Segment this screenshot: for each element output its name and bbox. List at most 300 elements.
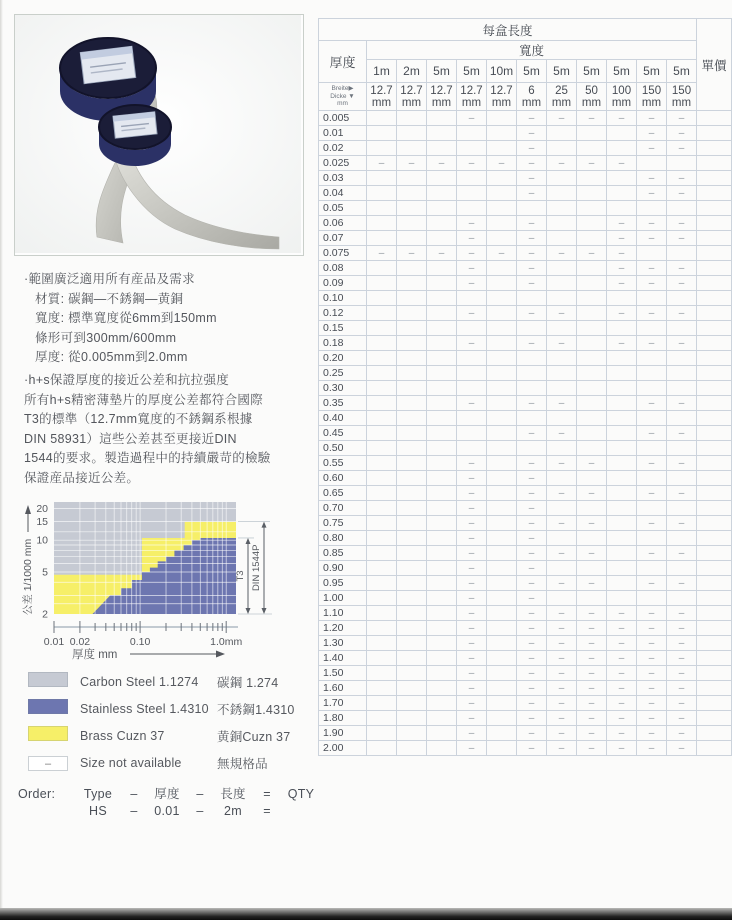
availability-cell xyxy=(517,381,547,396)
availability-cell xyxy=(427,381,457,396)
availability-cell xyxy=(667,561,697,576)
availability-cell xyxy=(637,156,667,171)
availability-cell xyxy=(607,396,637,411)
availability-cell: – xyxy=(577,546,607,561)
availability-cell xyxy=(397,696,427,711)
availability-cell xyxy=(367,201,397,216)
width-header-cell xyxy=(367,83,397,111)
thickness-cell: 0.35 xyxy=(319,396,367,411)
availability-cell xyxy=(367,441,397,456)
availability-cell xyxy=(637,591,667,606)
price-cell xyxy=(697,681,732,696)
price-cell xyxy=(697,291,732,306)
availability-cell xyxy=(547,471,577,486)
availability-cell: – xyxy=(517,576,547,591)
table-head xyxy=(319,19,732,111)
table-row xyxy=(319,666,732,681)
availability-cell: – xyxy=(547,456,577,471)
width-unit: mm xyxy=(431,96,452,109)
availability-cell xyxy=(487,216,517,231)
availability-cell: – xyxy=(667,186,697,201)
availability-cell: – xyxy=(667,636,697,651)
availability-cell: – xyxy=(637,306,667,321)
thickness-cell: 0.20 xyxy=(319,351,367,366)
availability-cell: – xyxy=(457,261,487,276)
availability-cell: – xyxy=(637,651,667,666)
availability-cell xyxy=(637,531,667,546)
availability-cell: – xyxy=(517,531,547,546)
availability-cell xyxy=(487,306,517,321)
availability-cell xyxy=(367,366,397,381)
availability-cell xyxy=(547,366,577,381)
availability-cell: – xyxy=(667,741,697,756)
availability-cell: – xyxy=(457,726,487,741)
tolerance-line: 保證産品接近公差。 xyxy=(24,470,140,485)
availability-cell: – xyxy=(637,456,667,471)
availability-cell xyxy=(487,471,517,486)
availability-cell: – xyxy=(547,606,577,621)
width-value: 12.7 xyxy=(490,84,513,97)
thickness-cell: 1.60 xyxy=(319,681,367,696)
price-cell xyxy=(697,696,732,711)
table-row xyxy=(319,606,732,621)
table-row xyxy=(319,636,732,651)
availability-cell xyxy=(577,591,607,606)
bullet: · xyxy=(24,373,29,387)
availability-cell xyxy=(607,486,637,501)
availability-cell xyxy=(367,336,397,351)
availability-cell xyxy=(367,396,397,411)
width-unit: mm xyxy=(581,96,602,109)
availability-cell: – xyxy=(577,156,607,171)
availability-cell: – xyxy=(637,486,667,501)
availability-cell xyxy=(667,591,697,606)
intro-line: 條形可到300mm/600mm xyxy=(35,330,177,345)
availability-cell xyxy=(397,306,427,321)
availability-cell xyxy=(577,396,607,411)
length-header-cell: 10m xyxy=(487,60,517,83)
availability-cell xyxy=(457,426,487,441)
availability-cell: – xyxy=(637,726,667,741)
availability-cell: – xyxy=(607,666,637,681)
availability-cell xyxy=(427,546,457,561)
availability-cell xyxy=(607,561,637,576)
availability-cell xyxy=(487,741,517,756)
order-row2-cell xyxy=(279,803,323,820)
thickness-cell: 0.90 xyxy=(319,561,367,576)
availability-cell xyxy=(577,231,607,246)
availability-cell: – xyxy=(517,171,547,186)
availability-cell xyxy=(607,441,637,456)
availability-cell xyxy=(397,186,427,201)
width-unit: mm xyxy=(611,96,632,109)
price-cell xyxy=(697,246,732,261)
thickness-cell: 1.90 xyxy=(319,726,367,741)
order-row2-cell: HS xyxy=(89,804,107,818)
availability-cell: – xyxy=(607,606,637,621)
availability-cell: – xyxy=(577,666,607,681)
availability-cell: – xyxy=(547,156,577,171)
table-row xyxy=(319,381,732,396)
availability-cell: – xyxy=(577,486,607,501)
table-row xyxy=(319,186,732,201)
availability-cell xyxy=(607,351,637,366)
availability-cell xyxy=(547,351,577,366)
availability-cell: – xyxy=(667,126,697,141)
availability-cell xyxy=(547,321,577,336)
legend-label-zh: 黄銅Cuzn 37 xyxy=(217,729,291,744)
order-row2-cell: – xyxy=(130,804,138,818)
size-availability-table-wrap xyxy=(318,18,732,756)
price-cell xyxy=(697,111,732,126)
length-header-cell: 1m xyxy=(367,60,397,83)
availability-cell xyxy=(427,351,457,366)
availability-cell xyxy=(427,711,457,726)
availability-cell: – xyxy=(517,636,547,651)
availability-cell: – xyxy=(517,726,547,741)
availability-cell xyxy=(427,516,457,531)
availability-cell: – xyxy=(637,516,667,531)
availability-cell xyxy=(487,561,517,576)
availability-cell: – xyxy=(517,516,547,531)
availability-cell: – xyxy=(547,666,577,681)
availability-cell xyxy=(367,636,397,651)
length-header-cell: 5m xyxy=(607,60,637,83)
order-row2-cell: – xyxy=(196,804,204,818)
thickness-cell: 0.70 xyxy=(319,501,367,516)
availability-cell xyxy=(367,591,397,606)
availability-cell xyxy=(487,411,517,426)
availability-cell: – xyxy=(517,501,547,516)
thickness-cell: 0.55 xyxy=(319,456,367,471)
availability-cell: – xyxy=(577,711,607,726)
availability-cell xyxy=(547,501,577,516)
availability-cell: – xyxy=(667,261,697,276)
availability-cell: – xyxy=(547,711,577,726)
availability-cell xyxy=(547,441,577,456)
availability-cell: – xyxy=(637,111,667,126)
availability-cell xyxy=(397,501,427,516)
availability-cell: – xyxy=(487,156,517,171)
availability-cell xyxy=(487,351,517,366)
availability-cell: – xyxy=(517,426,547,441)
availability-cell xyxy=(577,216,607,231)
availability-cell xyxy=(577,276,607,291)
availability-cell xyxy=(487,531,517,546)
availability-cell: – xyxy=(637,741,667,756)
availability-cell xyxy=(607,591,637,606)
thickness-cell: 0.40 xyxy=(319,411,367,426)
availability-cell: – xyxy=(607,726,637,741)
availability-cell xyxy=(397,111,427,126)
table-row xyxy=(319,711,732,726)
availability-cell xyxy=(547,531,577,546)
price-cell xyxy=(697,561,732,576)
availability-cell xyxy=(367,126,397,141)
availability-cell xyxy=(487,426,517,441)
availability-cell: – xyxy=(577,516,607,531)
availability-cell: – xyxy=(667,651,697,666)
availability-cell xyxy=(397,126,427,141)
table-row xyxy=(319,156,732,171)
availability-cell xyxy=(487,126,517,141)
tolerance-chart xyxy=(14,494,304,666)
availability-cell: – xyxy=(517,561,547,576)
availability-cell: – xyxy=(547,741,577,756)
availability-cell xyxy=(667,351,697,366)
availability-cell: – xyxy=(667,426,697,441)
availability-cell xyxy=(547,231,577,246)
availability-cell xyxy=(637,321,667,336)
availability-cell xyxy=(607,321,637,336)
availability-cell xyxy=(367,216,397,231)
availability-cell xyxy=(397,666,427,681)
thickness-cell: 0.025 xyxy=(319,156,367,171)
thickness-cell: 0.25 xyxy=(319,366,367,381)
availability-cell: – xyxy=(517,741,547,756)
availability-cell: – xyxy=(577,111,607,126)
table-row xyxy=(319,351,732,366)
availability-cell xyxy=(577,141,607,156)
availability-cell: – xyxy=(367,156,397,171)
availability-cell xyxy=(367,516,397,531)
availability-cell: – xyxy=(637,336,667,351)
width-value: 100 xyxy=(611,84,632,97)
availability-cell xyxy=(367,426,397,441)
width-header-cell xyxy=(517,83,547,111)
availability-cell xyxy=(367,531,397,546)
order-prefix: Order: xyxy=(18,787,56,801)
width-unit: mm xyxy=(641,96,662,109)
table-row xyxy=(319,276,732,291)
availability-cell xyxy=(607,546,637,561)
availability-cell: – xyxy=(607,111,637,126)
width-value: 12.7 xyxy=(370,84,393,97)
availability-cell xyxy=(667,246,697,261)
availability-cell: – xyxy=(427,246,457,261)
availability-cell: – xyxy=(457,306,487,321)
availability-cell xyxy=(367,501,397,516)
availability-cell: – xyxy=(667,171,697,186)
availability-cell xyxy=(487,606,517,621)
table-row xyxy=(319,726,732,741)
width-unit: mm xyxy=(551,96,572,109)
availability-cell xyxy=(397,261,427,276)
availability-cell xyxy=(487,576,517,591)
availability-cell: – xyxy=(517,681,547,696)
thickness-cell: 0.15 xyxy=(319,321,367,336)
availability-cell xyxy=(487,201,517,216)
price-cell xyxy=(697,156,732,171)
order-grid xyxy=(18,786,323,820)
availability-cell xyxy=(367,381,397,396)
price-cell xyxy=(697,381,732,396)
thickness-cell: 1.20 xyxy=(319,621,367,636)
availability-cell xyxy=(637,351,667,366)
availability-cell xyxy=(397,381,427,396)
price-cell xyxy=(697,441,732,456)
availability-cell xyxy=(487,291,517,306)
availability-cell xyxy=(427,261,457,276)
thickness-cell: 0.07 xyxy=(319,231,367,246)
availability-cell xyxy=(367,696,397,711)
availability-cell xyxy=(427,576,457,591)
availability-cell xyxy=(427,291,457,306)
unit-price-header: 單價 xyxy=(697,19,732,111)
availability-cell xyxy=(457,366,487,381)
price-cell xyxy=(697,411,732,426)
scan-left-edge xyxy=(0,0,3,920)
tolerance-paragraph xyxy=(24,371,320,488)
availability-cell: – xyxy=(517,621,547,636)
availability-cell xyxy=(637,411,667,426)
legend-label-zh: 碳鋼 1.274 xyxy=(217,675,279,690)
availability-cell xyxy=(547,411,577,426)
length-header-cell: 5m xyxy=(577,60,607,83)
price-cell xyxy=(697,171,732,186)
availability-cell xyxy=(637,501,667,516)
table-row xyxy=(319,426,732,441)
legend-swatch xyxy=(28,699,68,714)
availability-cell xyxy=(487,336,517,351)
availability-cell: – xyxy=(667,111,697,126)
price-cell xyxy=(697,216,732,231)
availability-cell xyxy=(667,156,697,171)
availability-cell: – xyxy=(517,546,547,561)
price-cell xyxy=(697,321,732,336)
tolerance-line: DIN 58931）這些公差甚至更接近DIN xyxy=(24,431,237,446)
table-title-box-length: 每盒長度 xyxy=(319,19,697,41)
length-header-cell: 5m xyxy=(637,60,667,83)
availability-cell: – xyxy=(547,111,577,126)
availability-cell xyxy=(367,726,397,741)
price-cell xyxy=(697,726,732,741)
thickness-cell: 0.03 xyxy=(319,171,367,186)
availability-cell: – xyxy=(667,711,697,726)
thickness-cell: 0.75 xyxy=(319,516,367,531)
price-cell xyxy=(697,276,732,291)
availability-cell xyxy=(397,141,427,156)
availability-cell: – xyxy=(637,171,667,186)
availability-cell xyxy=(487,501,517,516)
availability-cell: – xyxy=(517,156,547,171)
availability-cell xyxy=(517,291,547,306)
width-unit: mm xyxy=(491,96,512,109)
availability-cell xyxy=(427,231,457,246)
table-row xyxy=(319,441,732,456)
legend-row xyxy=(28,722,318,749)
availability-cell: – xyxy=(577,576,607,591)
availability-cell xyxy=(607,501,637,516)
availability-cell: – xyxy=(607,696,637,711)
availability-cell: – xyxy=(667,336,697,351)
table-row xyxy=(319,396,732,411)
thickness-cell: 0.04 xyxy=(319,186,367,201)
availability-cell: – xyxy=(607,276,637,291)
thickness-cell: 0.005 xyxy=(319,111,367,126)
thickness-cell: 0.10 xyxy=(319,291,367,306)
bullet: · xyxy=(24,272,29,286)
availability-cell xyxy=(577,426,607,441)
availability-cell xyxy=(667,441,697,456)
table-row xyxy=(319,681,732,696)
availability-cell xyxy=(427,741,457,756)
availability-cell xyxy=(397,531,427,546)
availability-cell xyxy=(367,561,397,576)
availability-cell: – xyxy=(547,546,577,561)
availability-cell xyxy=(487,381,517,396)
availability-cell xyxy=(397,606,427,621)
availability-cell xyxy=(457,171,487,186)
availability-cell: – xyxy=(457,531,487,546)
availability-cell xyxy=(487,366,517,381)
order-row1-cell: = xyxy=(263,787,271,801)
thickness-cell: 1.80 xyxy=(319,711,367,726)
availability-cell xyxy=(607,201,637,216)
legend-swatch: – xyxy=(28,756,68,771)
availability-cell xyxy=(667,321,697,336)
availability-cell xyxy=(607,186,637,201)
thickness-cell: 0.02 xyxy=(319,141,367,156)
availability-cell xyxy=(637,561,667,576)
thickness-cell: 0.45 xyxy=(319,426,367,441)
availability-cell xyxy=(397,621,427,636)
availability-cell: – xyxy=(577,726,607,741)
width-value: 150 xyxy=(641,84,662,97)
availability-cell xyxy=(457,186,487,201)
availability-cell xyxy=(427,621,457,636)
availability-cell xyxy=(547,291,577,306)
availability-cell xyxy=(397,741,427,756)
availability-cell xyxy=(397,336,427,351)
availability-cell: – xyxy=(517,111,547,126)
availability-cell: – xyxy=(547,306,577,321)
availability-cell: – xyxy=(607,216,637,231)
availability-cell: – xyxy=(547,696,577,711)
availability-cell: – xyxy=(547,621,577,636)
availability-cell xyxy=(607,456,637,471)
availability-cell: – xyxy=(457,246,487,261)
availability-cell xyxy=(397,321,427,336)
legend-swatch xyxy=(28,726,68,741)
availability-cell xyxy=(637,441,667,456)
width-header-cell xyxy=(427,83,457,111)
availability-cell: – xyxy=(517,471,547,486)
availability-cell xyxy=(397,561,427,576)
availability-cell xyxy=(397,546,427,561)
price-cell xyxy=(697,366,732,381)
availability-cell: – xyxy=(367,246,397,261)
availability-cell xyxy=(547,201,577,216)
availability-cell: – xyxy=(547,486,577,501)
availability-cell: – xyxy=(637,261,667,276)
availability-cell: – xyxy=(457,231,487,246)
availability-cell xyxy=(637,246,667,261)
availability-cell xyxy=(457,351,487,366)
availability-cell: – xyxy=(607,711,637,726)
price-cell xyxy=(697,711,732,726)
availability-cell: – xyxy=(667,621,697,636)
availability-cell xyxy=(367,546,397,561)
table-row xyxy=(319,576,732,591)
bracket-label: T3 xyxy=(235,570,246,582)
tolerance-line: T3的標準（12.7mm寬度的不銹鋼系根據 xyxy=(24,412,253,426)
availability-cell xyxy=(487,261,517,276)
availability-cell: – xyxy=(667,396,697,411)
availability-cell xyxy=(397,216,427,231)
availability-cell xyxy=(397,651,427,666)
availability-cell xyxy=(487,681,517,696)
